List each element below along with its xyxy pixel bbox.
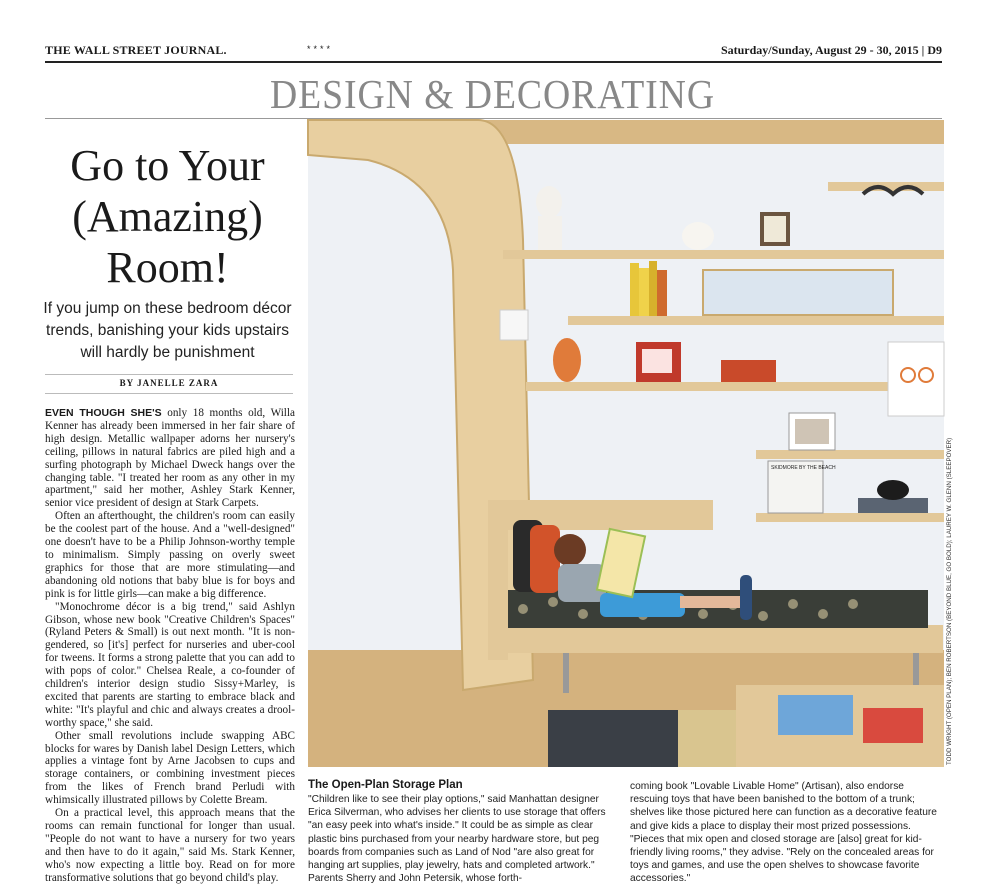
masthead-rule: [45, 61, 942, 63]
wall-lamp: [500, 310, 528, 340]
shelf: [756, 513, 944, 522]
red-box-label: [642, 349, 672, 373]
shelf: [756, 450, 944, 459]
book-stack-dark: [858, 498, 928, 513]
child-shorts: [600, 593, 685, 617]
dateline: Saturday/Sunday, August 29 - 30, 2015 | D9: [720, 43, 942, 57]
shelf: [503, 250, 944, 259]
headline-line: Go to Your: [70, 141, 265, 190]
bed-leg: [563, 653, 569, 693]
article-body: [45, 407, 295, 885]
child-head: [554, 534, 586, 566]
rug: [548, 710, 678, 767]
teddy-bear: [553, 338, 581, 382]
sidebar-title: The Open-Plan Storage Plan: [308, 779, 463, 791]
cap: [877, 480, 909, 500]
toy: [778, 695, 853, 735]
photo-credit-text: TODD WRIGHT (OPEN PLAN); BEN ROBERTSON (BEYOND BLUE, GO BOLD); LAUREY W. GLENN (SLEEPOVER): [946, 437, 953, 765]
pillow-orange: [530, 525, 560, 593]
body-paragraph: Other small revolutions include swapping ABC blocks for wares by Danish label Design Letters, which applies a vintage font by Arne Jacobsen to cups and storage containers, or combining investment pieces from the likes of French brand Perludi with whimsically illustrated pillows by Colette Bream.: [45, 729, 295, 807]
photo-credit: [944, 437, 956, 765]
body-paragraph: On a practical level, this approach means that the rooms can remain functional for longer than usual. "People do not want to have a nursery for two years and then have to do it again," said Ms. Stark Kenner, who's now expecting a little boy. Read on for more transformative solutions that go beyond child's play.: [45, 807, 295, 884]
feature-photo: [308, 120, 944, 767]
bed-platform: [493, 625, 943, 653]
article-headline: [40, 140, 295, 293]
bust-body: [538, 216, 562, 250]
bust-head: [536, 186, 562, 218]
vase: [682, 222, 714, 250]
book-stack: [721, 360, 776, 382]
lead-in: EVEN THOUGH SHE'S: [45, 407, 162, 419]
framed-art-inner: [764, 216, 786, 242]
photo-frame-image: [795, 419, 829, 444]
body-paragraph: Often an afterthought, the children's room can easily be the coolest part of the house. And a "well-designed" one doesn't have to be a Philip Johnson-worthy temple to minimalism. Simply passing on overly sweet graphics for those that are more stimulating—and abandoning old notions that baby blue is for boys and pink is for little girls—can make a big difference.: [45, 510, 295, 600]
body-paragraph: "Monochrome décor is a big trend," said Ashlyn Gibson, whose new book "Creative Children's Spaces" (Ryland Peters & Small) is out next month. "It is non-gendered, so [it's] perfect for nurseries and uber-cool for tweens. It forms a strong palette that you can add to with pops of color." Chelsea Reale, a co-founder of children's interior design studio Sissy+Marley, is excited that parents are starting to embrace black and white: "It's playful and chic and always creates a drool-worthy space," she said.: [45, 600, 295, 729]
room-illustration: [308, 120, 944, 767]
headline-line: Room!: [106, 243, 229, 292]
publication-name: THE WALL STREET JOURNAL.: [45, 43, 227, 57]
body-text: only 18 months old, Willa Kenner has already been immersed in her fair share of high design. Metallic wallpaper adorns her nursery's ceiling, pillows in natural fabrics are piled high and a surfing photograph by Michael Dweck hangs over the changing table. "I treated her room as any other in my apartment," said her mother, Ashley Stark Kenner, senior vice president of design at Stark Carpets.: [45, 407, 295, 510]
byline-rule-top: [45, 374, 293, 375]
glasses-print: [888, 342, 944, 416]
shelf: [568, 316, 944, 325]
section-heading: DESIGN & DECORATING: [270, 71, 715, 117]
headline-line: (Amazing): [72, 192, 263, 241]
sidebar-column-1: "Children like to see their play options," said Manhattan designer Erica Silverman, who advises her clients to use storage that offers "an easy peek into what's inside." It could be as simple as clear plastic bins purchased from your nearby hardware store, but peg boards from companies such as Land of Nod "are also great for hanging art supplies, play jewelry, hats and completed artwork." Parents Sherry and John Petersik, whose forth-: [308, 794, 606, 885]
byline: BY JANELLE ZARA: [119, 378, 219, 388]
book: [630, 263, 639, 316]
book: [639, 268, 649, 316]
byline-rule-bottom: [45, 393, 293, 394]
edition-stars: ****: [307, 44, 334, 54]
sidebar-column-2: coming book "Lovable Livable Home" (Artisan), also endorse rescuing toys that have been banished to the bottom of a trunk; shelves like those pictured here can function as a decorative feature and give kids a place to display their most prized possessions. "Pieces that mix open and closed storage are [also] great for kid-friendly living rooms," they advise. "Rely on the concealed areas for toys and games, and use the open shelves to showcase favorite accessories.": [630, 781, 937, 885]
masthead: [45, 40, 942, 62]
book-cover-title: SKIDMORE BY THE BEACH: [771, 465, 836, 471]
window: [703, 270, 893, 315]
article-deck: If you jump on these bedroom décor trends, banishing your kids upstairs will hardly be punishment: [43, 300, 292, 361]
body-paragraph: [45, 407, 295, 510]
shelf: [526, 382, 944, 391]
book: [657, 270, 667, 316]
child-legs: [680, 596, 740, 608]
child-shoes: [740, 575, 752, 620]
section-rule: [45, 118, 942, 119]
book: [649, 261, 657, 316]
toy-book: [863, 708, 923, 743]
